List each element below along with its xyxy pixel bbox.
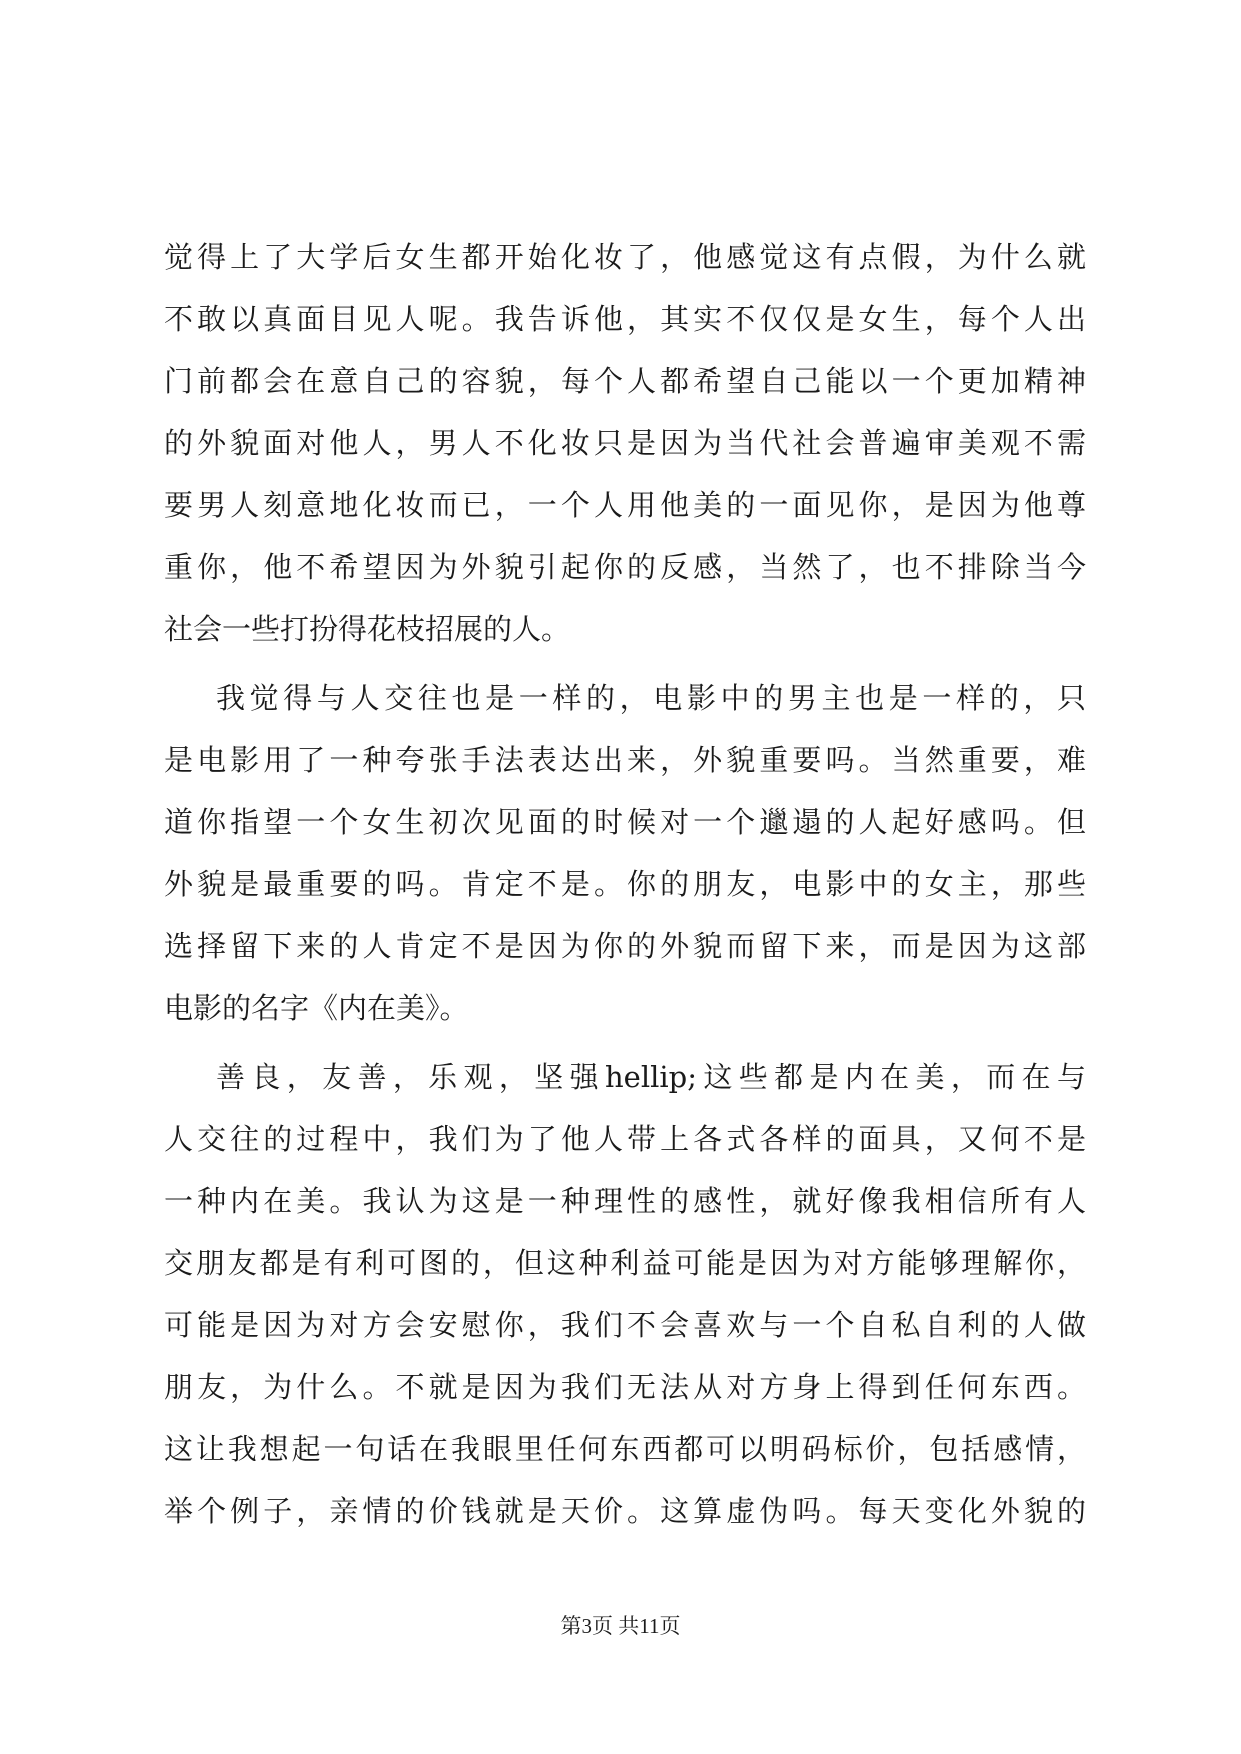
text-line: 选择留下来的人肯定不是因为你的外貌而留下来，而是因为这部 [164,929,1086,963]
text-line: 我觉得与人交往也是一样的，电影中的男主也是一样的，只 [216,681,1086,715]
text-line: 道你指望一个女生初次见面的时候对一个邋遢的人起好感吗。但 [164,805,1086,839]
text-line: 不敢以真面目见人呢。我告诉他，其实不仅仅是女生，每个人出 [164,302,1086,336]
text-line: 一种内在美。我认为这是一种理性的感性，就好像我相信所有人 [164,1184,1086,1218]
text-line: 交朋友都是有利可图的，但这种利益可能是因为对方能够理解你， [164,1246,1086,1280]
text-line: 社会一些打扮得花枝招展的人。 [164,612,571,646]
text-line: 善良，友善，乐观，坚强hellip;这些都是内在美，而在与 [216,1060,1086,1094]
text-line: 举个例子，亲情的价钱就是天价。这算虚伪吗。每天变化外貌的 [164,1494,1086,1528]
text-line: 的外貌面对他人，男人不化妆只是因为当代社会普遍审美观不需 [164,426,1086,460]
paragraph [164,667,1086,1039]
text-line: 可能是因为对方会安慰你，我们不会喜欢与一个自私自利的人做 [164,1308,1086,1342]
text-line: 要男人刻意地化妆而已，一个人用他美的一面见你，是因为他尊 [164,488,1086,522]
text-line: 人交往的过程中，我们为了他人带上各式各样的面具，又何不是 [164,1122,1086,1156]
text-line: 外貌是最重要的吗。肯定不是。你的朋友，电影中的女主，那些 [164,867,1086,901]
page-number-footer: 第3页 共11页 [560,1614,681,1638]
paragraph [164,226,1086,660]
text-line: 朋友，为什么。不就是因为我们无法从对方身上得到任何东西。 [164,1370,1086,1404]
text-line: 电影的名字《内在美》。 [164,991,469,1025]
text-line: 这让我想起一句话在我眼里任何东西都可以明码标价，包括感情， [164,1432,1086,1466]
document-body [164,226,1086,1542]
paragraph [164,1046,1086,1542]
text-line: 觉得上了大学后女生都开始化妆了，他感觉这有点假，为什么就 [164,240,1086,274]
text-line: 是电影用了一种夸张手法表达出来，外貌重要吗。当然重要，难 [164,743,1086,777]
text-line: 门前都会在意自己的容貌，每个人都希望自己能以一个更加精神 [164,364,1086,398]
text-line: 重你，他不希望因为外貌引起你的反感，当然了，也不排除当今 [164,550,1086,584]
